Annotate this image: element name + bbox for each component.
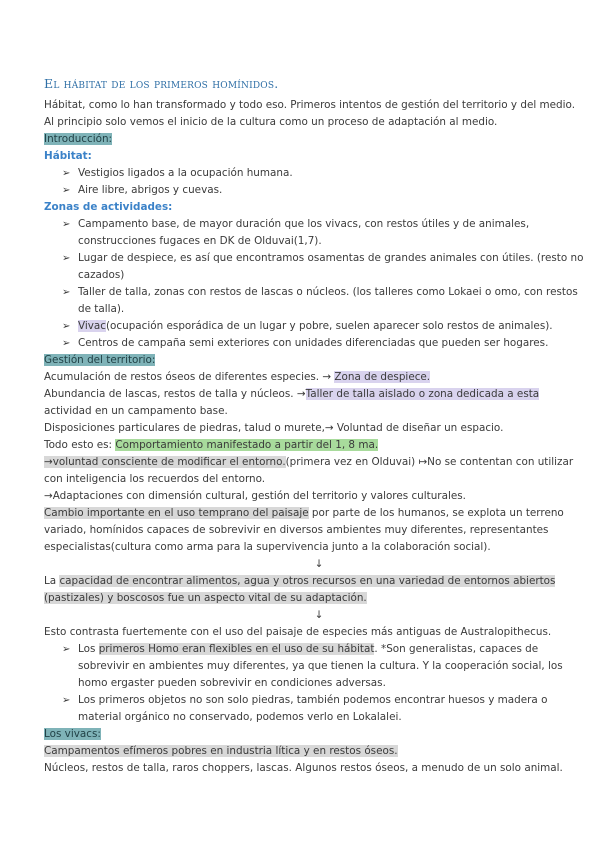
bullet-arrow-icon: ➢ — [62, 253, 71, 264]
text-line: actividad en un campamento base. — [44, 405, 228, 417]
bullet-arrow-icon: ➢ — [62, 695, 71, 706]
list-item: ➢ Centros de campaña semi exteriores con unidades diferenciadas que pueden ser hogares. — [44, 335, 564, 352]
gestion-heading: Gestión del territorio: — [44, 354, 156, 366]
text-line: Acumulación de restos óseos de diferentes especies. → Zona de despiece. — [44, 371, 431, 383]
list-item-continuation: cazados) — [78, 269, 125, 281]
bullet-arrow-icon: ➢ — [62, 644, 71, 655]
list-item-continuation: de talla). — [78, 303, 125, 315]
down-arrow-icon: ↓ — [314, 609, 324, 621]
habitat-heading: Hábitat: — [44, 150, 92, 162]
list-item: ➢ Campamento base, de mayor duración que los vivacs, con restos útiles y de animales, — [44, 216, 564, 233]
text-line: Núcleos, restos de talla, raros choppers, lascas. Algunos restos óseos, a menudo de un solo animal. — [44, 762, 563, 774]
text-line: Campamentos efímeros pobres en industria lítica y en restos óseos. — [44, 745, 398, 757]
list-item: ➢ Taller de talla, zonas con restos de lascas o núcleos. (los talleres como Lokaei o omo, con restos — [44, 284, 564, 301]
text-line: Abundancia de lascas, restos de talla y núcleos. →Taller de talla aislado o zona dedicada a esta — [44, 388, 540, 400]
document-body — [44, 97, 584, 777]
list-item-continuation: sobrevivir en ambientes muy diferentes, ya que tienen la cultura. Y la cooperación social, los — [78, 660, 563, 672]
list-item: ➢ Vivac(ocupación esporádica de un lugar y pobre, suelen aparecer solo restos de animales). — [44, 318, 564, 335]
bullet-arrow-icon: ➢ — [62, 338, 71, 349]
list-item-continuation: material orgánico no conservado, podemos verlo en Lokalalei. — [78, 711, 402, 723]
bullet-arrow-icon: ➢ — [62, 287, 71, 298]
bullet-arrow-icon: ➢ — [62, 321, 71, 332]
zonas-heading: Zonas de actividades: — [44, 201, 173, 213]
text-line: Esto contrasta fuertemente con el uso del paisaje de especies más antiguas de Australopithecus. — [44, 626, 552, 638]
list-item-continuation: homo ergaster pueden sobrevivir en condiciones adversas. — [78, 677, 386, 689]
bullet-arrow-icon: ➢ — [62, 219, 71, 230]
text-line: variado, homínidos capaces de sobrevivir en diversos ambientes muy diferentes, representantes — [44, 524, 549, 536]
text-line: →voluntad consciente de modificar el entorno.(primera vez en Olduvai) ↦No se contentan con utilizar — [44, 456, 574, 468]
text-line: especialistas(cultura como arma para la supervivencia junto a la colaboración social). — [44, 541, 491, 553]
text-line: La capacidad de encontrar alimentos, agua y otros recursos en una variedad de entornos abiertos — [44, 575, 556, 587]
down-arrow-icon: ↓ — [314, 558, 324, 570]
page-title: El hábitat de los primeros homínidos. — [44, 76, 279, 91]
list-item: ➢ Vestigios ligados a la ocupación humana. — [44, 165, 564, 182]
intro-line: Hábitat, como lo han transformado y todo eso. Primeros intentos de gestión del territorio y del medio. — [44, 99, 576, 111]
introduccion-heading: Introducción: — [44, 133, 113, 145]
text-line: →Adaptaciones con dimensión cultural, gestión del territorio y valores culturales. — [44, 490, 466, 502]
vivac-highlight: Vivac — [78, 320, 106, 332]
list-item-continuation: construcciones fugaces en DK de Olduvai(1,7). — [78, 235, 322, 247]
text-line: Cambio importante en el uso temprano del paisaje por parte de los humanos, se explota un terreno — [44, 507, 564, 519]
text-line: con inteligencia los recuerdos del entorno. — [44, 473, 266, 485]
text-line: (pastizales) y boscosos fue un aspecto vital de su adaptación. — [44, 592, 367, 604]
list-item: ➢ Lugar de despiece, es así que encontramos osamentas de grandes animales con útiles. (resto no — [44, 250, 564, 267]
text-line: Todo esto es: Comportamiento manifestado a partir del 1, 8 ma. — [44, 439, 379, 451]
intro-line: Al principio solo vemos el inicio de la cultura como un proceso de adaptación al medio. — [44, 116, 498, 128]
list-item: ➢ Los primeros objetos no son solo piedras, también podemos encontrar huesos y madera o — [44, 692, 564, 709]
bullet-arrow-icon: ➢ — [62, 185, 71, 196]
vivacs-heading: Los vivacs: — [44, 728, 101, 740]
list-item: ➢ Aire libre, abrigos y cuevas. — [44, 182, 564, 199]
list-item: ➢ Los primeros Homo eran flexibles en el uso de su hábitat. *Son generalistas, capaces de — [44, 641, 564, 658]
text-line: Disposiciones particulares de piedras, talud o murete,→ Voluntad de diseñar un espacio. — [44, 422, 504, 434]
bullet-arrow-icon: ➢ — [62, 168, 71, 179]
